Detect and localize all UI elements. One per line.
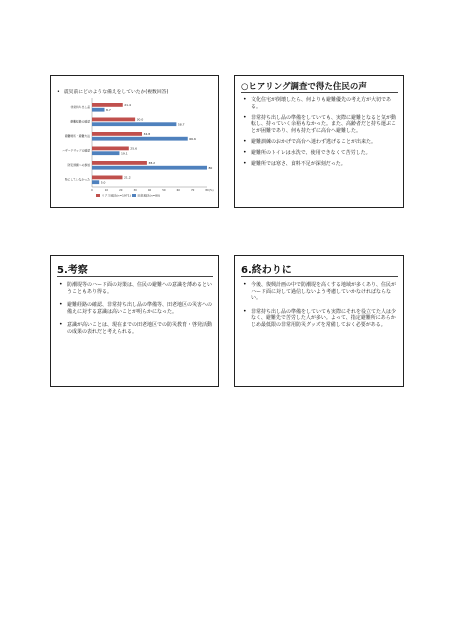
- x-tick-label: 40: [147, 189, 152, 192]
- bar: [92, 108, 105, 112]
- legend-swatch: [132, 194, 136, 197]
- bar: [92, 161, 147, 165]
- bullet-item: • 文化住宅が倒壊したら、何よりも避難優先の考え方が大切である。: [242, 97, 398, 110]
- x-tick-label: 30: [133, 189, 137, 192]
- bullet-item: • 防潮堤等のハード面の対策は、住民の避難への意識を薄めるということもあり得る。: [58, 282, 213, 295]
- data-label: 21.2: [123, 175, 131, 180]
- legend-label: リアス地区(n=1971): [101, 193, 131, 198]
- bullet-item: • 非常持ち出し品の準備をしていても実際にそれを役立てた人は少なく、避難先で苦労した人が多い。よって、指定避難所にあらかじめ最低限の非常用防災グッズを常備しておく必要がある。: [242, 309, 398, 329]
- title-underline: [241, 92, 398, 93]
- bar: [92, 176, 122, 180]
- data-label: 30.0: [136, 117, 144, 122]
- bar: [92, 132, 142, 136]
- slide-discussion: [50, 255, 219, 387]
- data-label: 38.2: [148, 161, 156, 166]
- title-underline: [241, 276, 398, 277]
- legend-label: 田老地区(n=80): [137, 193, 161, 198]
- data-label: 5.0: [100, 180, 106, 185]
- bullet-list: [58, 282, 213, 343]
- bar: [92, 103, 123, 107]
- bullet-list: [242, 97, 398, 172]
- x-tick-label: 80: [205, 189, 209, 192]
- bar: [92, 122, 176, 126]
- slide-title: 6.終わりに: [241, 265, 292, 276]
- slide-conclusion: [234, 255, 404, 387]
- x-tick-label: 60: [176, 189, 180, 192]
- x-tick-label: 70: [190, 189, 195, 192]
- chart-title: • 震災前にどのような備えをしていたか(複数回答): [57, 88, 168, 95]
- bullet-list: [242, 282, 398, 336]
- x-tick-label: 10: [104, 189, 109, 192]
- slide-title: ○ヒアリング調査で得た住民の声: [241, 82, 367, 92]
- bar: [92, 137, 188, 141]
- bar: [92, 151, 119, 155]
- x-tick-label: 0: [91, 189, 93, 192]
- title-underline: [57, 276, 213, 277]
- category-label: 特にしていなかった: [64, 177, 90, 182]
- data-label: 19.1: [120, 151, 128, 156]
- slide-hearing-voices: [234, 75, 404, 208]
- slide-title: 5.考察: [57, 265, 88, 276]
- data-label: 8.7: [106, 108, 111, 112]
- bar: [92, 180, 99, 184]
- data-label: 25.6: [130, 146, 137, 151]
- x-tick-label: 20: [119, 189, 123, 192]
- x-axis-label: (%): [209, 189, 214, 192]
- bullet-item: • 避難経路の確認、非常持ち出し品の準備等、田老地区の災害への備えに対する意識は高いことが明らかになった。: [58, 302, 213, 315]
- category-label: 避難場所・避難方法: [64, 133, 90, 138]
- bullet-item: • 意識が高いことは、現在までの田老地区での防災教育・啓発活動の成果の表れだと考えられる。: [58, 322, 213, 335]
- slide-chart: [50, 75, 219, 208]
- data-label: 21.4: [124, 103, 131, 108]
- data-label: 58.7: [177, 122, 185, 127]
- category-label: 避難経路の確認: [70, 119, 90, 124]
- data-label: 66.6: [189, 137, 196, 141]
- bar-chart: [51, 76, 218, 207]
- bullet-item: • 避難所のトイレは水洗で、使用できなくて苦労した。: [242, 150, 398, 157]
- legend-swatch: [96, 194, 100, 197]
- data-label: 80: [208, 166, 213, 170]
- bar: [92, 147, 129, 151]
- bullet-item: • 非常持ち出し品の準備をしていても、実際に避難となると気が動転し、持っていく余裕もなかった。また、高齢者だと持ち運ぶことが困難であり、何も持たずに高台へ避難した。: [242, 115, 398, 135]
- category-label: ハザードマップの確認: [62, 148, 90, 153]
- category-label: 防災訓練への参加: [67, 162, 90, 167]
- bullet-item: • 今後、復興計画の中で防潮堤を高くする地域が多くあり、住民がハード面に対して過信しないよう考慮していかなければならない。: [242, 282, 398, 302]
- bullet-item: • 避難訓練のおかげで高台へ迷わず逃げることが出来た。: [242, 139, 398, 146]
- bar: [92, 118, 135, 122]
- category-label: 非常持ち出し品: [70, 104, 90, 109]
- x-tick-label: 50: [162, 189, 166, 192]
- bar: [92, 166, 207, 170]
- bullet-item: • 避難所では寒さ、食料不足が深刻だった。: [242, 161, 398, 168]
- data-label: 34.8: [143, 132, 151, 137]
